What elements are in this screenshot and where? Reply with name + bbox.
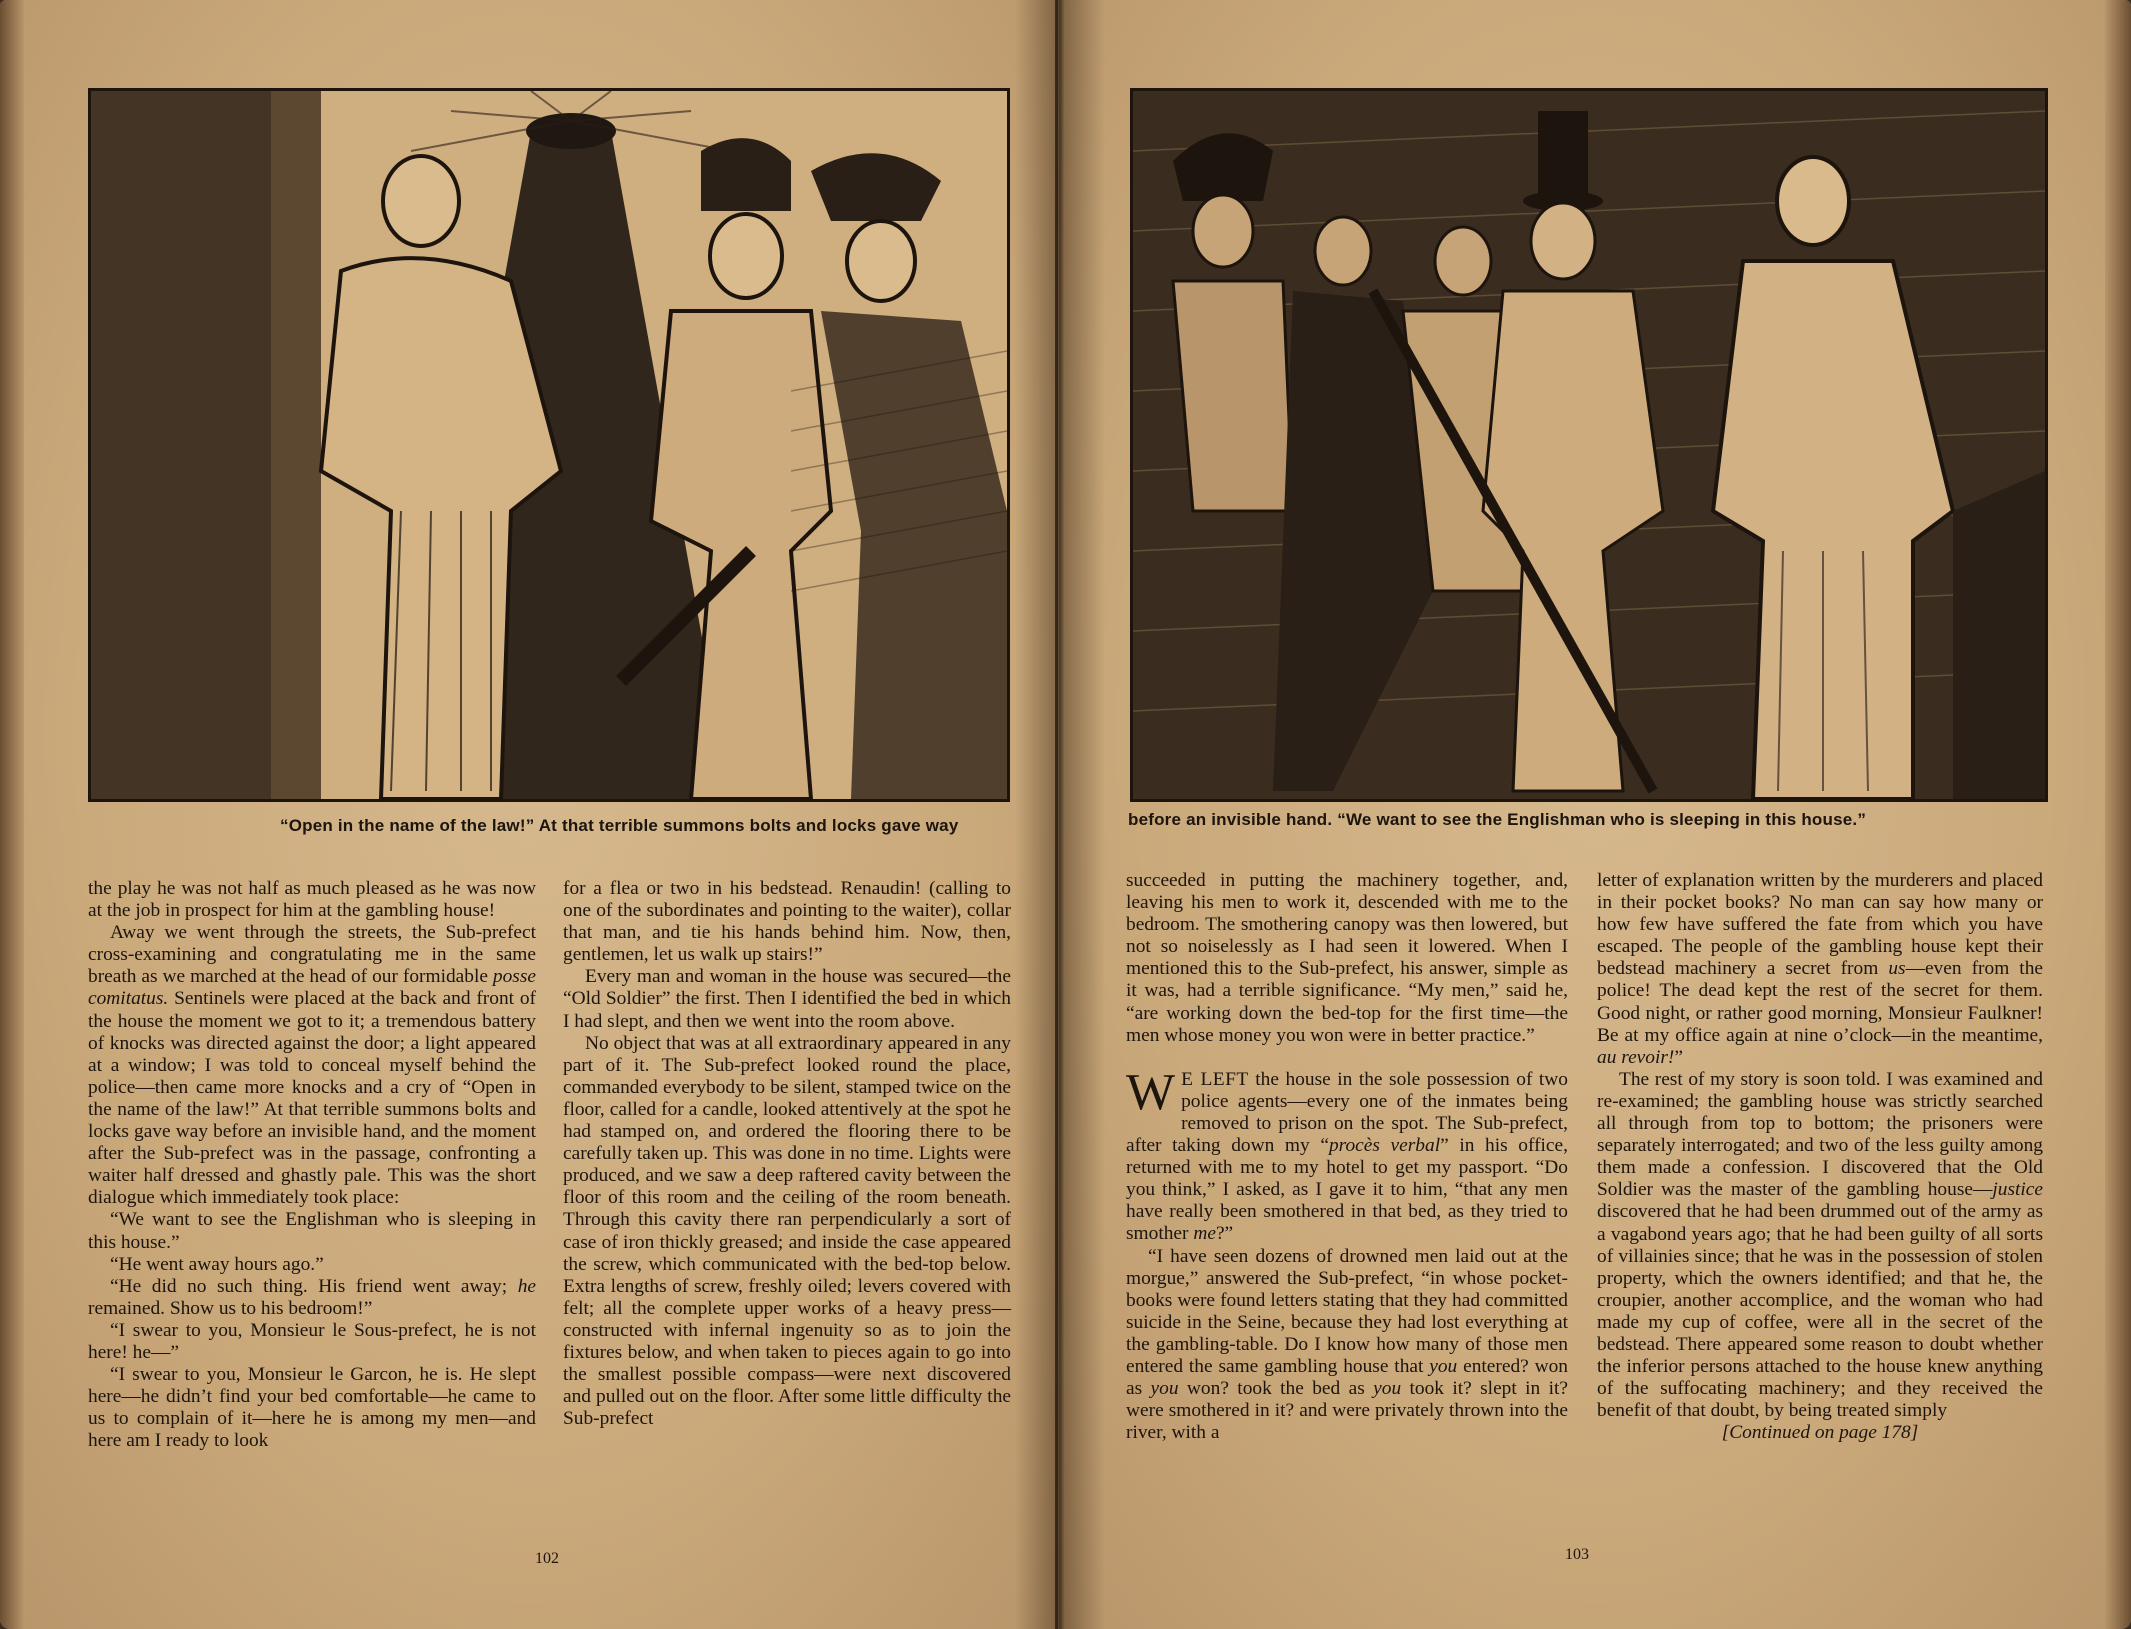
paragraph: the play he was not half as much pleased as he was now at the job in prospect for him at the gambling house! xyxy=(88,878,536,922)
continued-note: [Continued on page 178] xyxy=(1721,1422,1919,1444)
right-caption: before an invisible hand. “We want to see the Englishman who is sleeping in this house.” xyxy=(1128,810,1867,829)
paragraph: “I swear to you, Monsieur le Sous-prefect, he is not here! he—” xyxy=(88,1319,536,1363)
text-run: won? took the bed as xyxy=(1178,1378,1374,1400)
right-page-edge xyxy=(2105,0,2131,1629)
text-run: Away we went through the streets, the Sub-prefect cross-examining and congratulating me in the same breath as we marched at the head of our formidable xyxy=(88,922,536,988)
right-illustration-drawing xyxy=(1133,91,2045,799)
paragraph: Every man and woman in the house was secured—the “Old Soldier” the first. Then I identified the bed in which I had slept, and then we went into the room above. xyxy=(563,966,1011,1032)
right-illustration xyxy=(1130,88,2048,802)
emphasis: he xyxy=(517,1275,536,1297)
right-column-1 xyxy=(1126,870,1568,1444)
text-run: ?” xyxy=(1215,1223,1234,1245)
paragraph: “I swear to you, Monsieur le Garcon, he is. He slept here—he didn’t find your bed comfortable—he came to us to complain of it—here he is among my men—and here am I ready to look xyxy=(88,1364,536,1452)
text-run: —even from the police! The dead kept the rest of the secret for them. Good night, or rather good morning, Monsieur Faulkner! Be at my office again at nine o’clock—in the meantime, xyxy=(1597,958,2043,1046)
right-page xyxy=(1058,0,2131,1629)
text-run: “He did no such thing. His friend went away; xyxy=(110,1275,518,1297)
right-column-2 xyxy=(1597,870,2043,1444)
emphasis: us xyxy=(1888,958,1906,980)
text-run: took it? slept in it? were smothered in it? and were privately thrown into the river, with a xyxy=(1126,1378,1568,1444)
text-run: ” in his office, returned with me to my hotel to get my passport. “Do you think,” I asked, as I gave it to him, “that any men have really been smothered in that bed, as they tried to smother xyxy=(1126,1135,1568,1245)
paragraph: for a flea or two in his bedstead. Renaudin! (calling to one of the subordinates and pointing to the waiter), collar that man, and tie his hands behind him. Now, then, gentlemen, let us walk up stairs!” xyxy=(563,878,1011,966)
page-number-right: 103 xyxy=(1565,1546,1589,1563)
text-run: The rest of my story is soon told. I was examined and re-examined; the gambling house was strictly searched all through from top to bottom; the prisoners were separately interrogated; and two of the less guilty among them made a confession. I discovered that the Old Soldier was the master of the gambling house— xyxy=(1597,1068,2043,1201)
text-run: Sentinels were placed at the back and front of the house the moment we got to it; a tremendous battery of knocks was directed against the door; a light appeared at a window; I was told to conceal myself behind the police—then came more knocks and a cry of “Open in the name of the law!” At that terrible summons bolts and locks gave way before an invisible hand, and the moment after the Sub-prefect was in the passage, confronting a waiter half dressed and ghastly pale. This was the short dialogue which immediately took place: xyxy=(88,988,536,1209)
paragraph xyxy=(88,1276,536,1320)
text-run: letter of explanation written by the murderers and placed in their pocket books? No man can say how many or how few have suffered the fate from which you have escaped. The people of the gambling house kept their bedstead machinery a secret from xyxy=(1597,870,2043,980)
paragraph: “He went away hours ago.” xyxy=(110,1253,324,1275)
emphasis: you xyxy=(1429,1355,1458,1377)
text-run: discovered that he had been drummed out of the army as a vagabond years ago; that he had been guilty of all sorts of villainies since; that he was in the possession of stolen property, which the owners identified; and that he, the croupier, another accomplice, and the woman who had made my cup of coffee, were all in the secret of the bedstead. There appeared some reason to doubt whether the inferior persons attached to the house knew anything of the suffocating machinery; and they received the benefit of that doubt, by being treated simply xyxy=(1597,1201,2043,1422)
lead-in: E LEFT xyxy=(1181,1068,1249,1090)
emphasis: justice xyxy=(1992,1179,2043,1201)
text-run: “I have seen dozens of drowned men laid out at the morgue,” answered the Sub-prefect, “in whose pocket-books were found letters stating that they had committed suicide in the Seine, because they had lost everything at the gambling-table. Do I know how many of those men entered the same gambling house that xyxy=(1126,1245,1568,1377)
left-page-edge xyxy=(0,0,24,1629)
page-number-left: 102 xyxy=(535,1550,559,1567)
paragraph xyxy=(1126,1246,1568,1445)
emphasis: you xyxy=(1373,1378,1402,1400)
text-run: entered? won as xyxy=(1126,1355,1568,1400)
paragraph: “We want to see the Englishman who is sleeping in this house.” xyxy=(88,1209,536,1253)
drop-cap: W xyxy=(1126,1063,1176,1121)
paragraph: succeeded in putting the machinery together, and, leaving his men to work it, descended with me to the bedroom. The smothering canopy was then lowered, but not so noiselessly as I had seen it lowered. When I mentioned this to the Sub-prefect, his answer, simple as it was, had a terrible significance. “My men,” said he, “are working down the bed-top for the first time—the men whose money you won were in better practice.” xyxy=(1126,870,1568,1046)
left-caption: “Open in the name of the law!” At that terrible summons bolts and locks gave way xyxy=(280,816,959,835)
left-column-2 xyxy=(563,878,1011,1430)
emphasis: posse comitatus. xyxy=(88,966,536,1010)
left-illustration xyxy=(88,88,1010,802)
text-run: the house in the sole possession of two police agents—every one of the inmates being removed to prison on the spot. The Sub-prefect, after taking down my “ xyxy=(1126,1068,1569,1157)
text-run: remained. Show us to his bedroom!” xyxy=(88,1297,373,1319)
paragraph: No object that was at all extraordinary appeared in any part of it. The Sub-prefect looked round the place, commanded everybody to be silent, stamped twice on the floor, called for a candle, looked attentively at the spot he had stamped on, and ordered the flooring there to be carefully taken up. This was done in no time. Lights were produced, and we saw a deep raftered cavity between the floor of this room and the ceiling of the room beneath. Through this cavity there ran perpendicularly a sort of case of iron thickly greased; and inside the case appeared the screw, which communicated with the bed-top below. Extra lengths of screw, freshly oiled; levers covered with felt; all the complete upper works of a heavy press—constructed with infernal ingenuity so as to join the fixtures below, and when taken to pieces again to go into the smallest possible compass—were next discovered and pulled out on the floor. After some little difficulty the Sub-prefect xyxy=(563,1032,1011,1430)
text-run: ” xyxy=(1674,1046,1683,1068)
paragraph xyxy=(1126,1063,1569,1246)
paragraph xyxy=(1597,1069,2043,1423)
emphasis: procès verbal xyxy=(1328,1135,1441,1157)
paragraph xyxy=(1597,870,2043,1069)
left-column-1 xyxy=(88,878,536,1452)
left-page xyxy=(0,0,1055,1629)
emphasis: me xyxy=(1193,1223,1216,1245)
paragraph xyxy=(88,922,536,1209)
emphasis: au revoir! xyxy=(1597,1046,1675,1068)
emphasis: you xyxy=(1150,1378,1179,1400)
left-illustration-drawing xyxy=(91,91,1007,799)
